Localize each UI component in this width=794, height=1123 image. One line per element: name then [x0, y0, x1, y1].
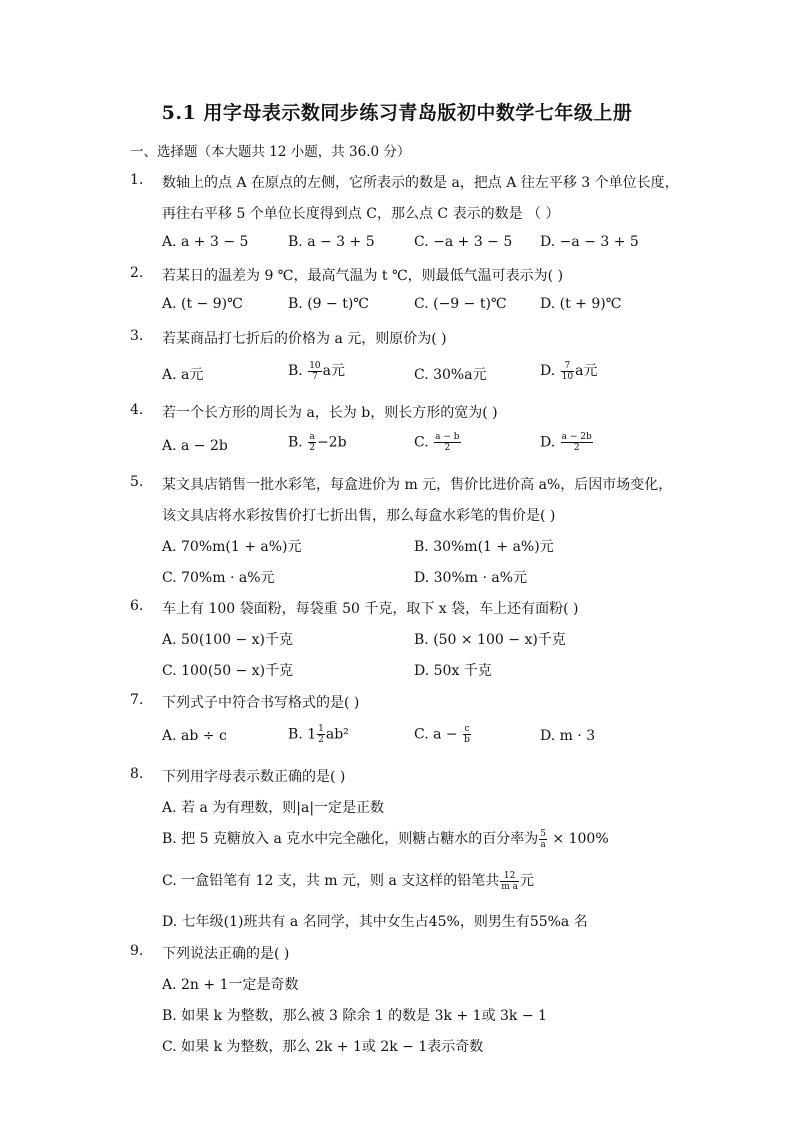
fraction: $\frac{5}{a}$: [540, 828, 546, 850]
option-b[interactable]: [288, 432, 347, 453]
question-number: 5.: [130, 474, 144, 490]
option-d[interactable]: D. 七年级(1)班共有 a 名同学，其中女生占45%，则男生有55%a 名: [162, 914, 588, 930]
option-c[interactable]: [414, 724, 472, 745]
question-stem: 若一个长方形的周长为 a，长为 b，则长方形的宽为( ): [162, 405, 498, 421]
option-c[interactable]: C. (−9 − t)℃: [414, 296, 507, 312]
option-d[interactable]: [540, 432, 594, 453]
option-label: C. a −: [414, 726, 463, 743]
question-stem-line1: 数轴上的点 A 在原点的左侧，它所表示的数是 a，把点 A 往左平移 3 个单位长度，: [162, 175, 679, 191]
option-a[interactable]: A. 若 a 为有理数，则|a|一定是正数: [162, 800, 385, 816]
option-a[interactable]: A. a − 2b: [162, 438, 228, 454]
fraction: $\frac{a - b}{2}$: [435, 432, 460, 453]
question-number: 8.: [130, 766, 144, 782]
option-c[interactable]: C. 如果 k 为整数，那么 2k + 1或 2k − 1表示奇数: [162, 1039, 484, 1055]
fraction: $\frac{7}{10}$: [561, 360, 574, 382]
option-d[interactable]: D. (t + 9)℃: [540, 296, 622, 312]
option-tail: × 100%: [547, 831, 609, 847]
option-label: D.: [540, 434, 560, 451]
option-label: B.: [288, 434, 308, 451]
fraction: $\frac{12}{\text{m a}}$: [501, 870, 519, 892]
question-number: 4.: [130, 402, 144, 418]
option-c[interactable]: C. 70%m · a%元: [162, 570, 275, 586]
page-title: 5.1 用字母表示数同步练习青岛版初中数学七年级上册: [161, 102, 633, 124]
option-a[interactable]: A. a元: [162, 367, 204, 383]
option-label: D.: [540, 363, 560, 379]
option-a[interactable]: A. (t − 9)℃: [162, 296, 243, 312]
question-number: 7.: [130, 692, 144, 708]
question-number: 6.: [130, 598, 144, 614]
question-number: 1.: [130, 172, 144, 188]
fraction: $\frac{c}{b}$: [464, 724, 470, 745]
option-label: B.: [288, 363, 308, 379]
question-stem: 下列用字母表示数正确的是( ): [162, 769, 346, 785]
option-a[interactable]: A. a + 3 − 5: [162, 234, 249, 250]
option-a[interactable]: A. ab ÷ c: [162, 728, 227, 744]
option-b[interactable]: [288, 724, 349, 745]
question-number: 2.: [130, 265, 144, 281]
option-tail: ab²: [325, 726, 349, 743]
fraction: $\frac{a}{2}$: [309, 432, 315, 453]
option-label: B. 1: [288, 726, 317, 743]
option-c[interactable]: C. 30%a元: [414, 367, 487, 383]
question-number: 3.: [130, 328, 144, 344]
option-a[interactable]: A. 2n + 1一定是奇数: [162, 977, 299, 993]
option-b[interactable]: B. a − 3 + 5: [288, 234, 375, 250]
question-stem: 车上有 100 袋面粉，每袋重 50 千克，取下 x 袋，车上还有面粉( ): [162, 601, 579, 617]
question-stem-line1: 某文具店销售一批水彩笔，每盒进价为 m 元，售价比进价高 a%，后因市场变化，: [162, 477, 673, 493]
option-tail: 元: [520, 873, 535, 889]
option-b[interactable]: B. (50 × 100 − x)千克: [414, 632, 566, 648]
option-c[interactable]: [414, 432, 462, 453]
option-d[interactable]: D. m · 3: [540, 728, 596, 744]
option-b[interactable]: [288, 360, 345, 382]
question-stem-line2: 该文具店将水彩按售价打七折出售，那么每盒水彩笔的售价是( ): [162, 508, 556, 524]
option-c[interactable]: C. −a + 3 − 5: [414, 234, 513, 250]
option-label: B. 把 5 克糖放入 a 克水中完全融化，则糖占糖水的百分率为: [162, 831, 539, 847]
option-b[interactable]: B. 30%m(1 + a%)元: [414, 539, 554, 555]
option-b[interactable]: B. (9 − t)℃: [288, 296, 369, 312]
option-d[interactable]: D. 30%m · a%元: [414, 570, 528, 586]
option-a[interactable]: A. 50(100 − x)千克: [162, 632, 293, 648]
section-heading: 一、选择题（本大题共 12 小题，共 36.0 分）: [130, 144, 411, 160]
question-stem: 下列说法正确的是( ): [162, 946, 290, 962]
question-stem: 若某商品打七折后的价格为 a 元，则原价为( ): [162, 331, 447, 347]
option-a[interactable]: A. 70%m(1 + a%)元: [162, 539, 302, 555]
question-number: 9.: [130, 943, 144, 959]
option-d[interactable]: D. 50x 千克: [414, 663, 492, 679]
fraction: $\frac{10}{7}$: [309, 360, 321, 382]
option-label: C.: [414, 434, 434, 451]
question-stem: 若某日的温差为 9 ℃，最高气温为 t ℃，则最低气温可表示为( ): [162, 268, 564, 284]
option-b[interactable]: [162, 828, 609, 850]
option-b[interactable]: B. 如果 k 为整数，那么被 3 除余 1 的数是 3k + 1或 3k − 1: [162, 1008, 547, 1024]
option-d[interactable]: [540, 360, 597, 382]
question-stem: 下列式子中符合书写格式的是( ): [162, 695, 360, 711]
question-stem-line2: 再往右平移 5 个单位长度得到点 C，那么点 C 表示的数是 （ ）: [162, 206, 560, 222]
option-tail: −2b: [316, 434, 347, 451]
fraction: $\frac{1}{2}$: [318, 724, 324, 745]
fraction: $\frac{a - 2b}{2}$: [561, 432, 592, 453]
option-tail: a元: [322, 363, 346, 379]
option-c[interactable]: C. 100(50 − x)千克: [162, 663, 294, 679]
option-label: C. 一盒铅笔有 12 支，共 m 元，则 a 支这样的铅笔共: [162, 873, 500, 889]
option-d[interactable]: D. −a − 3 + 5: [540, 234, 639, 250]
option-tail: a元: [575, 363, 598, 379]
option-c[interactable]: [162, 870, 534, 892]
